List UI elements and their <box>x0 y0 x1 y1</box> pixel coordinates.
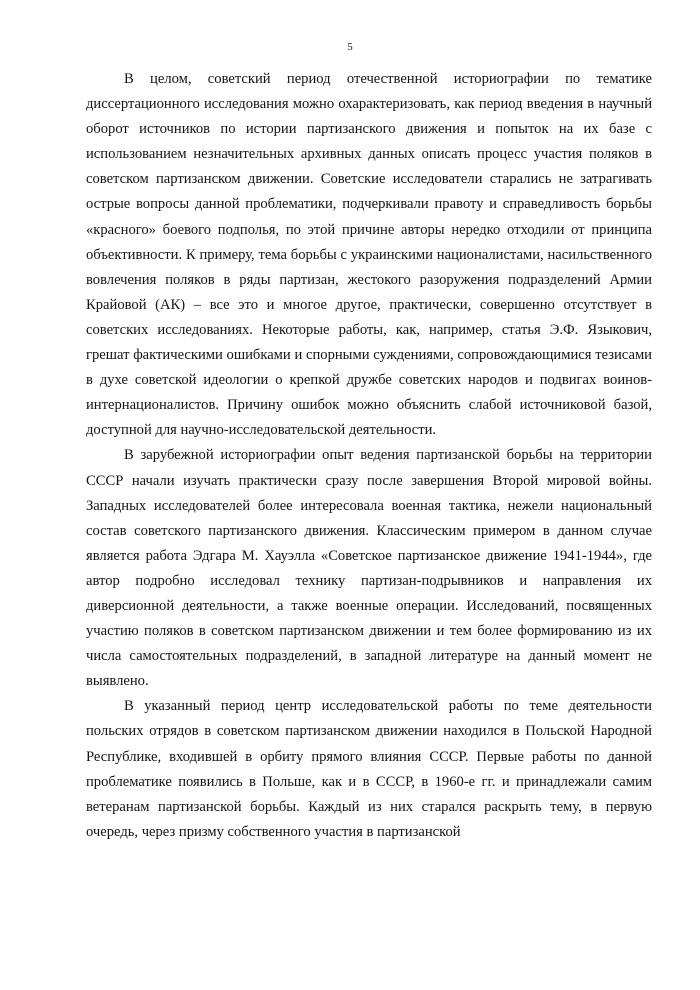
paragraph-polish-research: В указанный период центр исследовательской работы по теме деятельности польских отрядов в советском партизанском движении находился в Польской Народной Республике, входившей в орбиту прямого влияния СССР. Первые работы по данной проблематике появились в Польше, как и в СССР, в 1960-е гг. и принадлежали самим ветеранам партизанской борьбы. Каждый из них старался раскрыть тему, в первую очередь, через призму собственного участия в партизанской <box>86 698 652 840</box>
paragraph-foreign-historiography: В зарубежной историографии опыт ведения партизанской борьбы на территории СССР начали изучать практически сразу после завершения Второй мировой войны. Западных исследователей более интересовала военная тактика, нежели национальный состав советского партизанского движения. Классическим примером в данном случае является работа Эдгара М. Хауэлла «Советское партизанское движение 1941-1944», где автор подробно исследовал технику партизан-подрывников и направления их диверсионной деятельности, а также военные операции. Исследований, посвященных участию поляков в советском партизанском движении и тем более формированию из их числа самостоятельных подразделений, в западной литературе на данный момент не выявлено. <box>86 447 652 690</box>
page-number: 5 <box>347 41 353 53</box>
paragraph-soviet-historiography: В целом, советский период отечественной историографии по тематике диссертационного исследования можно охарактеризовать, как период введения в научный оборот источников по истории партизанского движения и попыток на их базе с использованием незначительных архивных данных описать процесс участия поляков в советском партизанском движении. Советские исследователи старались не затрагивать острые вопросы данной проблематики, подчеркивали правоту и справедливость борьбы «красного» боевого подполья, по этой причине авторы нередко отходили от принципа объективности. К примеру, тема борьбы с украинскими националистами, насильственного вовлечения поляков в ряды партизан, жестокого разоружения подразделений Армии Крайовой (АК) – все это и многое другое, практически, совершенно отсутствует в советских исследованиях. Некоторые работы, как, например, статья Э.Ф. Языкович, грешат фактическими ошибками и спорными суждениями, сопровождающимися тезисами в духе советской идеологии о крепкой дружбе советских народов и подвигах воинов-интернационалистов. Причину ошибок можно объяснить слабой источниковой базой, доступной для научно-исследовательской деятельности. <box>86 71 652 439</box>
body-text <box>86 67 652 845</box>
